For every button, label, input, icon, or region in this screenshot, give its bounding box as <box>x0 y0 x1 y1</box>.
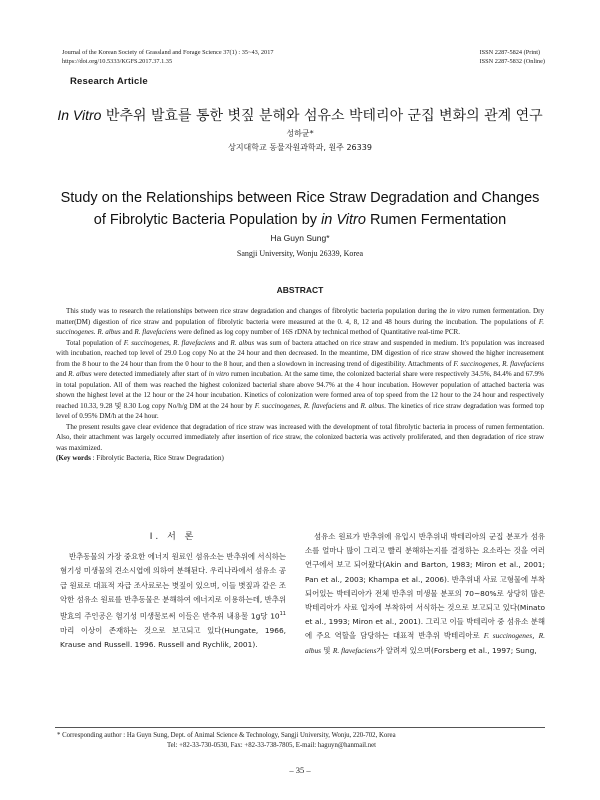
intro-paragraph-2 <box>305 530 545 658</box>
abstract-text: This study was to research the relationships between rice straw degradation and changes of fibrolytic bacteria population during the <box>66 307 450 315</box>
korean-title-italic: In Vitro <box>57 107 102 123</box>
abstract-text: and <box>56 370 69 378</box>
issn-print: ISSN 2287-5824 (Print) <box>479 49 541 56</box>
abstract-text: was sum of bactera attached on rice straw and suspended in medium. It's population was increased with incubation, reached top level of 29.0 Log copy No at the 24 hour and then decreased. In the meantime, DM digestion of rice straw showed the higher increasement from the 8 hour to the 24 hour than from the 0 hour to the 8 hour, and then a slowdown in increasing trend of digestibility. Attachments of <box>56 338 545 368</box>
abstract-text: were defined as log copy number of 16S rDNA by technical method of Quantitative real-time PCR. <box>176 328 461 336</box>
english-title-line1: Study on the Relationships between Rice Straw Degradation and Changes <box>60 190 540 206</box>
intro-text: 마리 이상이 존재하는 것으로 보고되고 있다(Hungate, 1966, Krause and Russell. 1996. Russell and Rychlik, 2001). <box>60 625 286 649</box>
body-column-left <box>60 530 286 652</box>
intro-text: 반추동물의 가장 중요한 에너지 원료인 섬유소는 반추위에 서식하는 혐기성 미생물의 견소시엽에 의하여 분해된다. 우리나라에서 섬유소 공급 원료로 대표적 자급 조사료로는 볏짚이 있으며, 이들 볏짚과 같은 조악한 섬유소 원료를 반추동물은 분해하여 에너지로 이용하는데, 반추위 발효의 주인공은 혐기성 미생물로써 이들은 반추위 내용물 1g당 10 <box>60 552 286 621</box>
english-author: Ha Guyn Sung* <box>270 233 330 243</box>
intro-italic: R. albus <box>305 631 546 655</box>
english-affiliation: Sangji University, Wonju 26339, Korea <box>236 249 364 258</box>
english-title-line2 <box>0 209 600 231</box>
abstract-italic: R. flavefaciens <box>173 338 216 347</box>
article-type-label: Research Article <box>70 76 148 87</box>
abstract-text: and <box>120 328 135 336</box>
footnote-divider <box>55 727 545 728</box>
abstract-text: Total population of <box>66 338 124 347</box>
intro-text: , <box>532 631 539 641</box>
abstract-text: rumen fermentation. Dry matter(DM) digestion of rice straw and population of fibrolytic bacteria were measured at the 0. 4, 8, 12 and 48 hours during the incubation. The populations of <box>56 307 544 326</box>
abstract-paragraph-3: The present results gave clear evidence that degradation of rice straw was increased with the development of total fibrolytic bacteria in process of rumen fermentation. Also, their attachment was largely occurred immediately after insertion of rice straw, the colonized bacteria was actively proliferated, and then degradation of rice straw was maximized. <box>56 422 544 452</box>
page-number: – 35 – <box>289 765 311 775</box>
abstract-italic: R. albus <box>230 338 255 347</box>
abstract-body <box>56 306 544 464</box>
intro-text: 가 알려져 있으며(Forsberg et al., 1997; Sung, <box>376 645 537 655</box>
intro-paragraph-1 <box>60 550 286 652</box>
intro-italic: F. succinogenes <box>483 631 533 641</box>
keywords-label: (Key words <box>56 454 91 462</box>
doi-link[interactable]: https://doi.org/10.5333/KGFS.2017.37.1.35 <box>62 58 173 65</box>
english-title-line2-post: Rumen Fermentation <box>365 212 507 228</box>
korean-title-rest: 반추위 발효를 통한 볏짚 분해와 섬유소 박테리아 군집 변화의 관계 연구 <box>101 108 543 124</box>
corresponding-author-footnote <box>57 731 547 751</box>
keywords <box>56 453 544 464</box>
abstract-italic: F. succinogenes. R. albus <box>56 317 544 336</box>
abstract-text: and <box>215 338 231 347</box>
korean-author: 성하균* <box>286 129 314 138</box>
intro-italic: R. flavefaciens <box>332 645 377 655</box>
abstract-heading: ABSTRACT <box>276 285 324 295</box>
abstract-italic: R. albus <box>68 370 92 378</box>
abstract-italic: R. flavefaciens <box>134 328 177 336</box>
korean-affiliation: 상지대학교 동물자원과학과, 원주 26339 <box>228 143 372 152</box>
body-column-right <box>305 530 545 658</box>
abstract-paragraph-1 <box>56 306 544 338</box>
abstract-text: , <box>169 338 174 347</box>
abstract-text: rumen incubation. At the same time, the colonized bacterial share were respectively 34.5%, 84.4% and 67.9% in total population. All of them was reached the highest colonized bacterial share above 94.7% at the 4 hour incubation. However population of attached bacteria was shown the highest level at the 12 hour or the 24 hour incubation. Kinetics of colonization were formed area of top speed from the 12 hour to the 24 hour and respectively reached 10.33, 9.28 및 8.30 Log copy No/h/g DM at the 24 hour by <box>56 370 544 410</box>
keywords-list: : Fibrolytic Bacteria, Rice Straw Degradation) <box>90 454 224 462</box>
issn-online: ISSN 2287-5832 (Online) <box>479 58 545 65</box>
superscript: 11 <box>279 611 286 618</box>
english-title <box>0 187 600 231</box>
abstract-text: were detected immediately after start of <box>91 370 209 378</box>
intro-text: 섬유소 원료가 반추위에 유입시 반추위내 박테리아의 군집 분포가 섬유소를 얼마나 많이 그리고 빨리 분해하는지를 결정하는 요소라는 것을 여러 연구에서 보고 되어왔다(Akin and Barton, 1983; Miron et al., 2001; Pan et al., 2003; Khampa et al., 2006). 반추위내 사료 고형물에 부착되어있는 박테리아가 전체 반추위 미생물 분포의 70~80%로 상당히 많은 박테리아가 사료 입자에 부착하여 서식하는 것으로 보고되고 있다(Minato et al., 1993; Miron et al., 2001). 그리고 이들 박테리아 중 섬유소 분해에 주요 역할을 담당하는 대표적 반추위 박테리아로 <box>305 532 545 641</box>
abstract-italic: F. succinogenes <box>123 338 170 347</box>
section-heading: Ⅰ. 서 론 <box>149 532 197 542</box>
issn-block <box>480 48 545 66</box>
intro-text: 및 <box>321 645 333 655</box>
english-title-italic: in Vitro <box>321 212 366 228</box>
abstract-text: and <box>345 401 361 410</box>
footnote-line-1: * Corresponding author : Ha Guyn Sung, Dept. of Animal Science & Technology, Sangji University, Wonju, 220-702, Korea <box>57 732 396 739</box>
abstract-italic: F. succinogenes, R. flavefaciens <box>254 401 346 410</box>
abstract-italic: in vitro <box>208 370 230 378</box>
abstract-text: . The kinetics of rice straw degradation was formed top level of 0.95% DM/h at the 24 hour. <box>56 401 545 420</box>
journal-header <box>62 48 274 66</box>
english-title-line2-pre: of Fibrolytic Bacteria Population by <box>93 212 322 228</box>
korean-title <box>0 105 600 125</box>
abstract-italic: in vitro <box>449 307 471 315</box>
abstract-italic: F. succinogenes, R. flavefaciens <box>453 359 544 368</box>
footnote-line-2: Tel: +82-33-730-0530, Fax: +82-33-738-7805, E-mail: haguyn@hanmail.net <box>167 742 377 749</box>
abstract-paragraph-2 <box>56 338 544 422</box>
abstract-italic: R. albus <box>360 401 385 410</box>
journal-citation: Journal of the Korean Society of Grassland and Forage Science 37(1) : 35~43, 2017 <box>62 49 274 56</box>
